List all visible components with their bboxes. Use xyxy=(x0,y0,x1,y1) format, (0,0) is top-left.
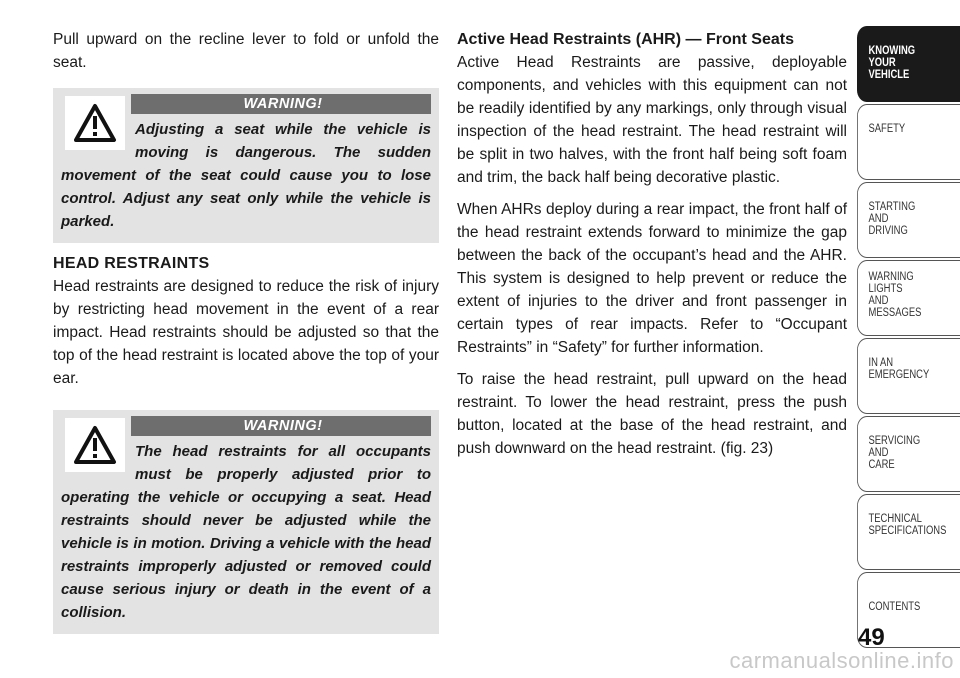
tab-safety[interactable] xyxy=(857,104,960,180)
side-tab-navigation xyxy=(857,26,960,650)
tab-label: TECHNICAL SPECIFICATIONS xyxy=(868,513,947,537)
warning-text: The head restraints for all occupants must be properly adjusted prior to operating the vehicle or occupying a seat. Head restraints should never be adjusted while the vehicle is in motion. Driving a vehicle with the head restraints improperly adjusted or removed could cause serious injury or death in the event of a collision. xyxy=(61,443,431,621)
warning-box-head-restraints xyxy=(53,410,439,634)
warning-title: WARNING! xyxy=(131,416,431,436)
tab-label: CONTENTS xyxy=(868,601,921,613)
page-number: 49 xyxy=(858,624,885,651)
intro-paragraph: Pull upward on the recline lever to fold or unfold the seat. xyxy=(53,31,439,71)
warning-triangle-icon xyxy=(65,418,125,472)
tab-label: STARTING AND DRIVING xyxy=(868,201,916,237)
tab-servicing-and-care[interactable] xyxy=(857,416,960,492)
tab-label: KNOWING YOUR VEHICLE xyxy=(868,45,916,81)
tab-in-an-emergency[interactable] xyxy=(857,338,960,414)
section-paragraph: Head restraints are designed to reduce the risk of injury by restricting head movement in the event of a rear impact. Head restraints should be adjusted so that the top of the head restraint is located above the top of your ear. xyxy=(53,278,439,387)
right-column xyxy=(457,28,847,469)
left-column xyxy=(53,28,439,643)
tab-label: SERVICING AND CARE xyxy=(868,435,921,471)
ahr-heading: Active Head Restraints (AHR) — Front Seats xyxy=(457,31,794,48)
tab-starting-and-driving[interactable] xyxy=(857,182,960,258)
tab-knowing-your-vehicle[interactable] xyxy=(857,26,960,102)
tab-label: IN AN EMERGENCY xyxy=(868,357,930,381)
ahr-paragraph-3: To raise the head restraint, pull upward on the head restraint. To lower the head restraint, press the push button, located at the base of the head restraint, and push downward on the head restraint. (fig. 23) xyxy=(457,371,847,457)
tab-label: SAFETY xyxy=(868,123,906,135)
warning-title: WARNING! xyxy=(131,94,431,114)
watermark: carmanualsonline.info xyxy=(729,648,954,673)
warning-triangle-icon xyxy=(65,96,125,150)
ahr-paragraph-1: Active Head Restraints are passive, deployable components, and vehicles with this equipment can not be readily identified by any markings, only through visual inspection of the head restraint. The head restraint will be split in two halves, with the front half being soft foam and trim, the back half being decorative plastic. xyxy=(457,54,847,186)
warning-box-seat xyxy=(53,88,439,243)
tab-label: WARNING LIGHTS AND MESSAGES xyxy=(868,271,922,319)
warning-text: Adjusting a seat while the vehicle is moving is dangerous. The sudden movement of the seat could cause you to lose control. Adjust any seat only while the vehicle is parked. xyxy=(61,121,431,230)
ahr-paragraph-2: When AHRs deploy during a rear impact, the front half of the head restraint extends forward to minimize the gap between the back of the occupant’s head and the AHR. This system is designed to help prevent or reduce the extent of injuries to the driver and front passenger in certain types of rear impacts. Refer to “Occupant Restraints” in “Safety” for further information. xyxy=(457,201,847,356)
section-heading: HEAD RESTRAINTS xyxy=(53,255,210,272)
tab-warning-lights-and-messages[interactable] xyxy=(857,260,960,336)
tab-technical-specifications[interactable] xyxy=(857,494,960,570)
